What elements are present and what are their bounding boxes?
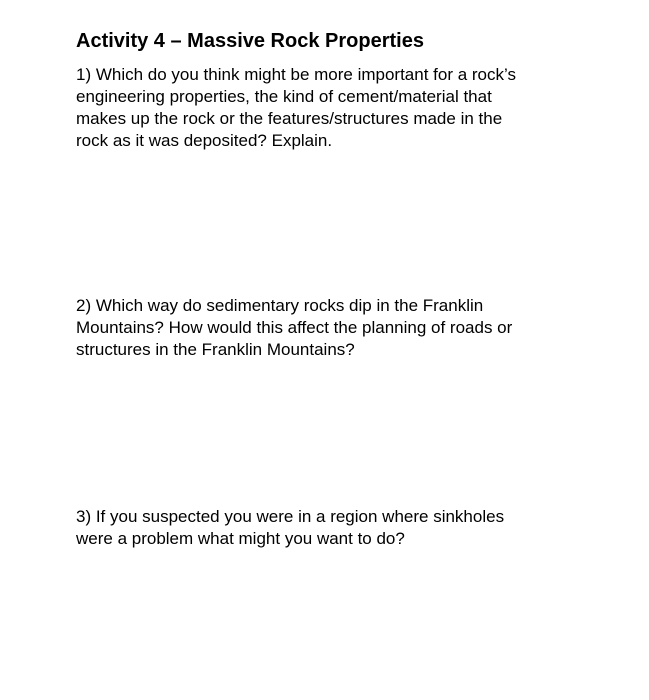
question-2-line: structures in the Franklin Mountains? bbox=[76, 340, 355, 359]
question-3-line: 3) If you suspected you were in a region where sinkholes bbox=[76, 507, 505, 526]
question-1-line: 1) Which do you think might be more important for a rock’s bbox=[76, 65, 516, 84]
question-2-line: 2) Which way do sedimentary rocks dip in the Franklin bbox=[76, 296, 484, 315]
question-3-line: were a problem what might you want to do? bbox=[76, 529, 405, 548]
question-1-line: makes up the rock or the features/structures made in the bbox=[76, 109, 503, 128]
activity-title: Activity 4 – Massive Rock Properties bbox=[76, 30, 424, 52]
question-2-line: Mountains? How would this affect the planning of roads or bbox=[76, 318, 513, 337]
question-3 bbox=[76, 506, 596, 550]
question-2 bbox=[76, 295, 596, 361]
question-1-line: rock as it was deposited? Explain. bbox=[76, 131, 333, 150]
question-1 bbox=[76, 64, 596, 152]
question-1-line: engineering properties, the kind of cement/material that bbox=[76, 87, 492, 106]
